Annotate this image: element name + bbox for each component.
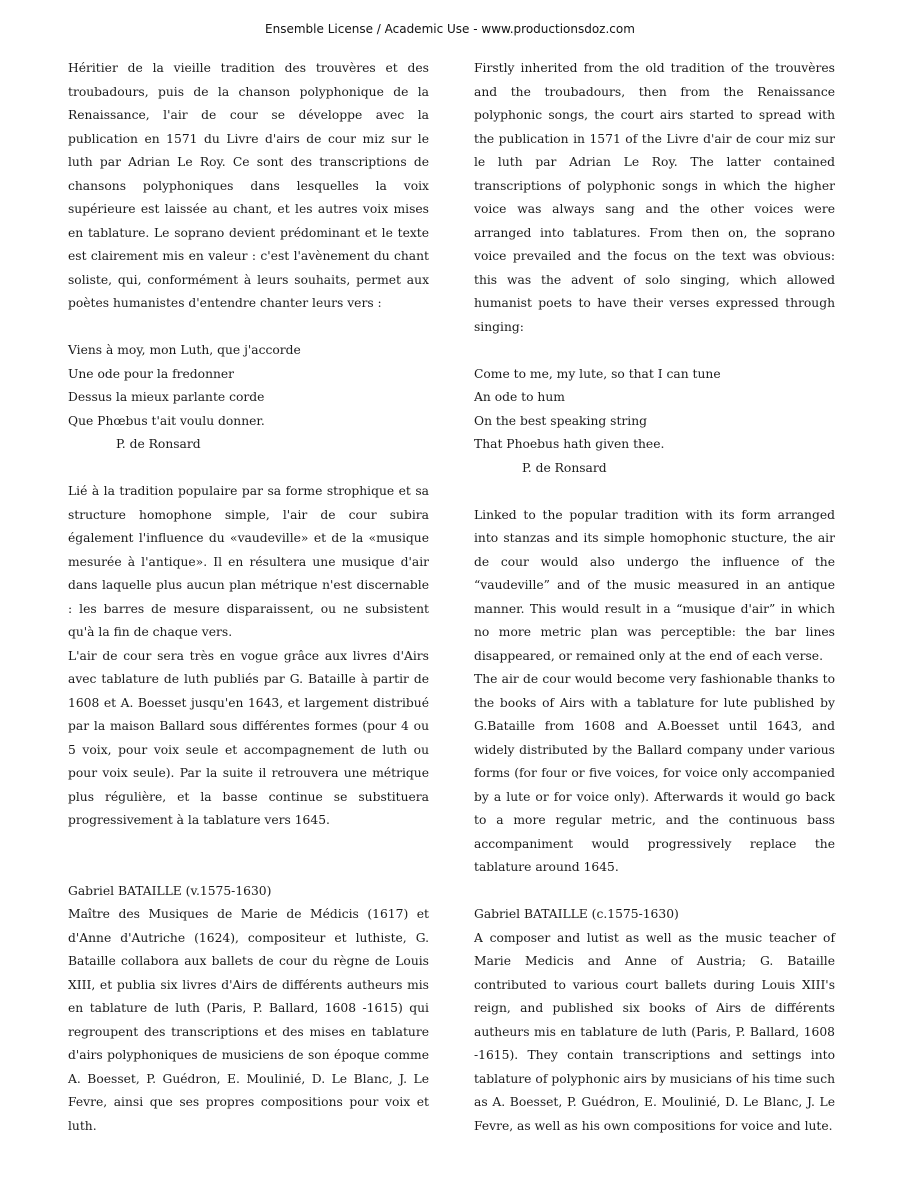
vogue-paragraph-en: The air de cour would become very fashionable thanks to the books of Airs with a tablature for lute published by G.Bataille from 1608 and A.Boesset until 1643, and widely distributed by the Ballard company under various forms (for four or five voices, for voice only accompanied by a lute or for voice only). Afterwards it would go back to a more regular metric, and the continuous bass accompaniment would progressively replace the tablature around 1645. — [474, 672, 835, 874]
bio-paragraph-en: A composer and lutist as well as the music teacher of Marie Medicis and Anne of Austria; G. Bataille contributed to various court ballets during Louis XIII's reign, and published six books of Airs de différents autheurs mis en tablature de luth (Paris, P. Ballard, 1608 -1615). They contain transcriptions and settings into tablature of polyphonic airs by musicians of his time such as A. Boesset, P. Guédron, E. Moulinié, D. Le Blanc, J. Le Fevre, as well as his own compositions for voice and lute. — [474, 930, 835, 1133]
english-column — [474, 57, 835, 1138]
poem-attribution: P. de Ronsard — [116, 437, 201, 451]
french-column — [68, 57, 429, 1138]
intro-paragraph-en: Firstly inherited from the old tradition of the trouvères and the troubadours, then from the Renaissance polyphonic songs, the court airs started to spread with the publication in 1571 of the Livre d'air de cour miz sur le luth par Adrian Le Roy. The latter contained transcriptions of polyphonic songs in which the higher voice was always sang and the other voices were arranged into tablatures. From then on, the soprano voice prevailed and the focus on the text was obvious: this was the advent of solo singing, which allowed humanist poets to have their verses expressed through singing: — [474, 61, 835, 334]
bio-paragraph-fr: Maître des Musiques de Marie de Médicis (1617) et d'Anne d'Autriche (1624), compositeur et luthiste, G. Bataille collabora aux ballets de cour du règne de Louis XIII, et publia six livres d'Airs de différents autheurs mis en tablature de luth (Paris, P. Ballard, 1608 -1615) qui regroupent des transcriptions et des mises en tablature d'airs polyphoniques de musiciens de son époque comme A. Boesset, P. Guédron, E. Moulinié, D. Le Blanc, J. Le Fevre, ainsi que ses propres compositions pour voix et luth. — [68, 907, 429, 1133]
tradition-paragraph-en: Linked to the popular tradition with its form arranged into stanzas and its simple homophonic stucture, the air de cour would also undergo the influence of the “vaudeville” and of the music measured in an antique manner. This would result in a “musique d'air” in which no more metric plan was perceptible: the bar lines disappeared, or remained only at the end of each verse. — [474, 507, 835, 663]
vogue-paragraph-fr: L'air de cour sera très en vogue grâce aux livres d'Airs avec tablature de luth publiés par G. Bataille à partir de 1608 et A. Boesset jusqu'en 1643, et largement distribué par la maison Ballard sous différentes formes (pour 4 ou 5 voix, pour voix seule et accompagnement de luth ou pour voix seule). Par la suite il retrouvera une métrique plus régulière, et la basse continue se substituera progressivement à la tablature vers 1645. — [68, 648, 429, 827]
poem-line: An ode to hum — [474, 390, 565, 404]
poem-fr — [68, 339, 429, 457]
poem-line: Viens à moy, mon Luth, que j'accorde — [68, 343, 301, 357]
bio-heading-fr: Gabriel BATAILLE (v.1575-1630) — [68, 883, 272, 898]
intro-paragraph-fr: Héritier de la vieille tradition des trouvères et des troubadours, puis de la chanson polyphonique de la Renaissance, l'air de cour se développe avec la publication en 1571 du Livre d'airs de cour miz sur le luth par Adrian Le Roy. Ce sont des transcriptions de chansons polyphoniques dans lesquelles la voix supérieure est laissée au chant, et les autres voix mises en tablature. Le soprano devient prédominant et le texte est clairement mis en valeur : c'est l'avènement du chant soliste, qui, conformément à leurs souhaits, permet aux poètes humanistes d'entendre chanter leurs vers : — [68, 61, 429, 310]
poem-line: Que Phœbus t'ait voulu donner. — [68, 413, 265, 428]
poem-line: On the best speaking string — [474, 413, 647, 428]
poem-attribution: P. de Ronsard — [522, 460, 607, 475]
poem-en — [474, 363, 835, 481]
tradition-paragraph-fr: Lié à la tradition populaire par sa forme strophique et sa structure homophone simple, l'air de cour subira également l'influence du «vaudeville» et de la «musique mesurée à l'antique». Il en résultera une musique d'air dans laquelle plus aucun plan métrique n'est discernable : les barres de mesure disparaissent, ou ne subsistent qu'à la fin de chaque vers. — [68, 484, 429, 639]
poem-line: Dessus la mieux parlante corde — [68, 390, 265, 404]
page-header: Ensemble License / Academic Use - www.productionsdoz.com — [265, 22, 635, 36]
poem-line: Come to me, my lute, so that I can tune — [474, 366, 721, 381]
poem-line: Une ode pour la fredonner — [68, 366, 235, 381]
poem-line: That Phoebus hath given thee. — [474, 437, 665, 451]
bio-heading-en: Gabriel BATAILLE (c.1575-1630) — [474, 907, 679, 921]
